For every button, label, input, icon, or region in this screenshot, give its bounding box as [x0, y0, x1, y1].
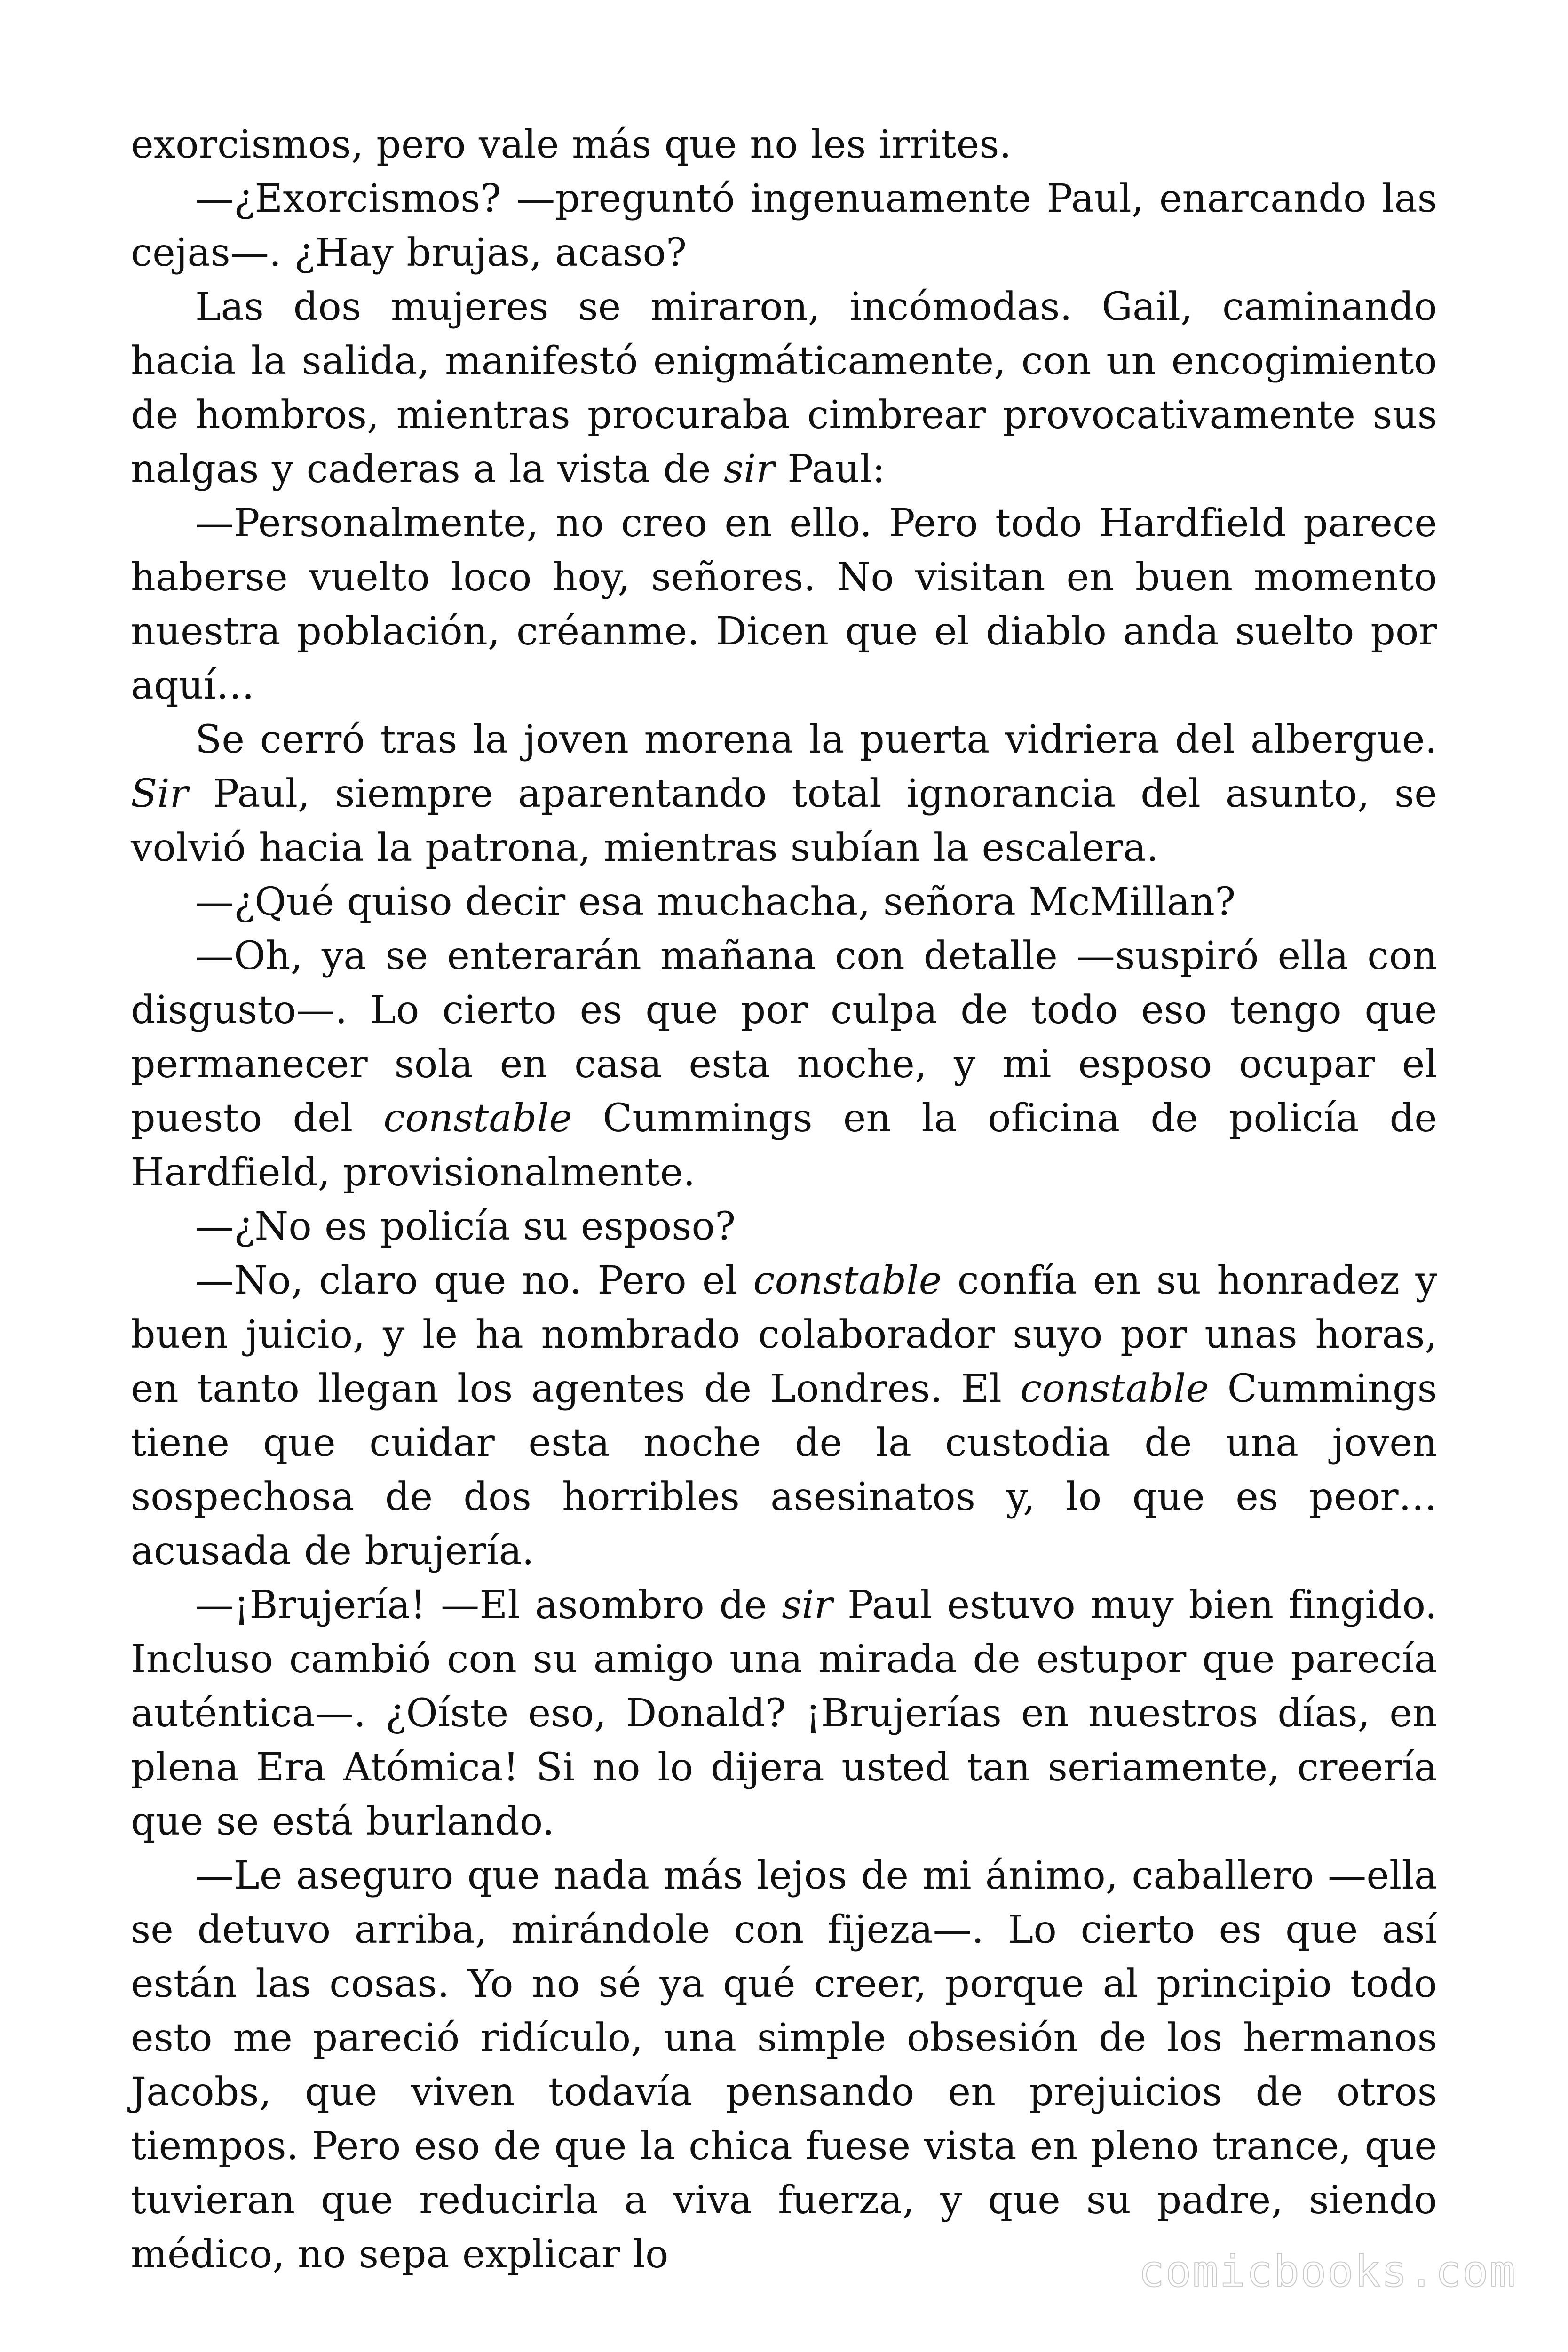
paragraph-3-text-a: Las dos mujeres se miraron, incómodas. Gail, caminando hacia la salida, manifestó enigmáticamente, con un encogimiento de hombros, mientras procuraba cimbrear provocativamente sus nalgas y caderas a la vista de	[131, 285, 1437, 492]
paragraph-10-text-b: Paul estuvo muy bien fingido. Incluso cambió con su amigo una mirada de estupor que parecía auténtica—. ¿Oíste eso, Donald? ¡Brujerías en nuestros días, en plena Era Atómica! Si no lo dijera usted tan seriamente, creería que se está burlando.	[131, 1583, 1437, 1844]
page-body	[131, 118, 1437, 2281]
paragraph-9	[131, 1254, 1437, 1578]
paragraph-8	[131, 1200, 1437, 1254]
paragraph-3	[131, 280, 1437, 496]
paragraph-7	[131, 929, 1437, 1200]
paragraph-1	[131, 118, 1437, 172]
paragraph-2-text: —¿Exorcismos? —preguntó ingenuamente Paul, enarcando las cejas—. ¿Hay brujas, acaso?	[131, 176, 1437, 275]
paragraph-5-italic-sir: Sir	[131, 771, 189, 816]
paragraph-9-italic-constable-1: constable	[753, 1258, 942, 1303]
paragraph-9-italic-constable-2: constable	[1020, 1367, 1209, 1411]
paragraph-8-text: —¿No es policía su esposo?	[195, 1204, 736, 1249]
paragraph-5-text-b: Paul, siempre aparentando total ignorancia del asunto, se volvió hacia la patrona, mientras subían la escalera.	[131, 771, 1437, 870]
paragraph-2	[131, 172, 1437, 280]
paragraph-7-text-b: Cummings en la oficina de policía de Hardfield, provisionalmente.	[131, 1096, 1437, 1195]
paragraph-3-italic-sir: sir	[723, 447, 775, 492]
paragraph-9-text-c: Cummings tiene que cuidar esta noche de la custodia de una joven sospechosa de dos horribles asesinatos y, lo que es peor… acusada de brujería.	[131, 1367, 1437, 1573]
paragraph-4	[131, 496, 1437, 713]
paragraph-11	[131, 1849, 1437, 2281]
paragraph-10-italic-sir: sir	[782, 1583, 833, 1628]
paragraph-5	[131, 713, 1437, 875]
watermark-logo: comicbooks.com	[1138, 2246, 1516, 2296]
paragraph-1-text: exorcismos, pero vale más que no les irrites.	[131, 122, 1012, 167]
paragraph-5-text-a: Se cerró tras la joven morena la puerta vidriera del albergue.	[195, 717, 1437, 762]
paragraph-10	[131, 1578, 1437, 1849]
paragraph-7-text-a: —Oh, ya se enterarán mañana con detalle —suspiró ella con disgusto—. Lo cierto es que por culpa de todo eso tengo que permanecer sola en casa esta noche, y mi esposo ocupar el puesto del	[131, 934, 1437, 1141]
paragraph-10-text-a: —¡Brujería! —El asombro de	[195, 1583, 782, 1628]
paragraph-11-text: —Le aseguro que nada más lejos de mi ánimo, caballero —ella se detuvo arriba, mirándole con fijeza—. Lo cierto es que así están las cosas. Yo no sé ya qué creer, porque al principio todo esto me pareció ridículo, una simple obsesión de los hermanos Jacobs, que viven todavía pensando en prejuicios de otros tiempos. Pero eso de que la chica fuese vista en pleno trance, que tuvieran que reducirla a viva fuerza, y que su padre, siendo médico, no sepa explicar lo	[131, 1853, 1437, 2277]
paragraph-9-text-a: —No, claro que no. Pero el	[195, 1258, 753, 1303]
paragraph-4-text: —Personalmente, no creo en ello. Pero todo Hardfield parece haberse vuelto loco hoy, señores. No visitan en buen momento nuestra población, créanme. Dicen que el diablo anda suelto por aquí…	[131, 501, 1437, 708]
paragraph-9-text-b: confía en su honradez y buen juicio, y le ha nombrado colaborador suyo por unas horas, en tanto llegan los agentes de Londres. El	[131, 1258, 1437, 1411]
paragraph-7-italic-constable: constable	[383, 1096, 572, 1141]
paragraph-6-text: —¿Qué quiso decir esa muchacha, señora McMillan?	[195, 880, 1236, 924]
paragraph-3-text-b: Paul:	[774, 447, 886, 492]
paragraph-6	[131, 875, 1437, 929]
